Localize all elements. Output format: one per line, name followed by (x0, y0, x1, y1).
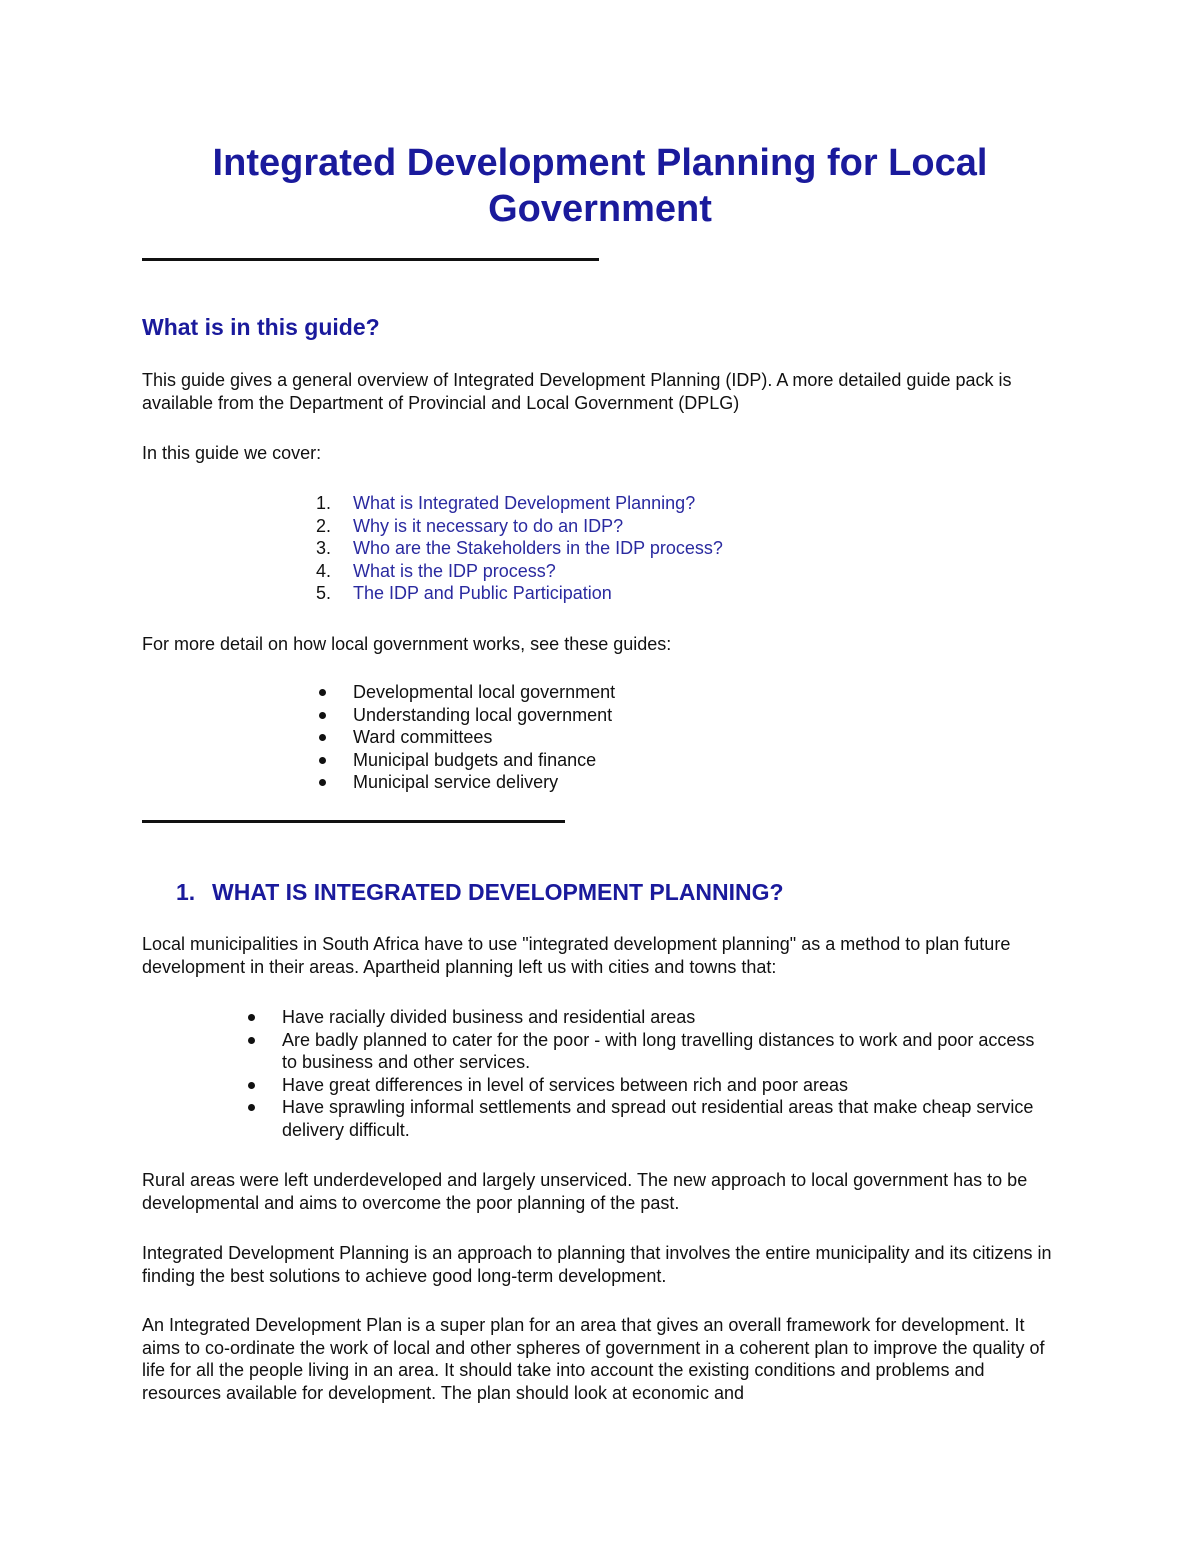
toc-item[interactable]: 2. Why is it necessary to do an IDP? (316, 515, 624, 536)
section-number: 1. (176, 879, 196, 905)
apartheid-issues-list (245, 1006, 1045, 1142)
more-detail-text: For more detail on how local government works, see these guides: (142, 634, 672, 654)
section-paragraph: Integrated Development Planning is an approach to planning that involves the entire municipality and its citizens in finding the best solutions to achieve good long-term development. (142, 1243, 1052, 1286)
list-item: Have sprawling informal settlements and spread out residential areas that make cheap service delivery difficult. (245, 1096, 1045, 1141)
toc-item[interactable]: 1. What is Integrated Development Planning? (316, 493, 696, 513)
title-line-1: Integrated Development Planning for Local (212, 142, 988, 184)
divider-top (142, 258, 599, 261)
toc-item[interactable]: 4. What is the IDP process? (316, 560, 556, 581)
list-item: Are badly planned to cater for the poor - with long travelling distances to work and poor access to business and other services. (245, 1029, 1045, 1074)
section-paragraph: Local municipalities in South Africa have to use "integrated development planning" as a method to plan future development in their areas. Apartheid planning left us with cities and towns that: (142, 934, 1011, 977)
related-guides-list (316, 681, 615, 794)
intro-paragraph: This guide gives a general overview of Integrated Development Planning (IDP). A more detailed guide pack is available from the Department of Provincial and Local Government (DPLG) (142, 370, 1012, 413)
section-1-heading (176, 876, 784, 908)
section-title: WHAT IS INTEGRATED DEVELOPMENT PLANNING? (212, 879, 784, 905)
toc-item[interactable]: 5. The IDP and Public Participation (316, 583, 612, 604)
toc-item[interactable]: 3. Who are the Stakeholders in the IDP process? (316, 538, 723, 559)
section-paragraph: Rural areas were left underdeveloped and largely unserviced. The new approach to local government has to be developmental and aims to overcome the poor planning of the past. (142, 1170, 1028, 1213)
section-paragraph: An Integrated Development Plan is a super plan for an area that gives an overall framework for development. It aims to co-ordinate the work of local and other spheres of government in a coherent plan to improve the quality of life for all the people living in an area. It should take into account the existing conditions and problems and resources available for development. The plan should look at economic and (142, 1315, 1045, 1403)
list-item: Have racially divided business and residential areas (245, 1006, 1045, 1029)
list-item: Developmental local government (316, 681, 615, 704)
toc-link[interactable]: Why is it necessary to do an IDP? (353, 515, 624, 536)
toc-link[interactable]: What is Integrated Development Planning? (353, 493, 696, 513)
divider-section (142, 820, 565, 823)
toc-link[interactable]: What is the IDP process? (353, 560, 556, 581)
list-item: Ward committees (316, 726, 615, 749)
toc-link[interactable]: The IDP and Public Participation (353, 583, 612, 604)
toc-link[interactable]: Who are the Stakeholders in the IDP process? (353, 538, 723, 559)
document-title (0, 140, 1200, 232)
cover-intro-text: In this guide we cover: (142, 443, 322, 463)
list-item: Have great differences in level of services between rich and poor areas (245, 1074, 1045, 1097)
title-line-2: Government (488, 188, 712, 230)
table-of-contents (316, 492, 723, 605)
list-item: Understanding local government (316, 704, 615, 727)
list-item: Municipal service delivery (316, 771, 615, 794)
list-item: Municipal budgets and finance (316, 749, 615, 772)
guide-contents-heading: What is in this guide? (142, 314, 380, 340)
